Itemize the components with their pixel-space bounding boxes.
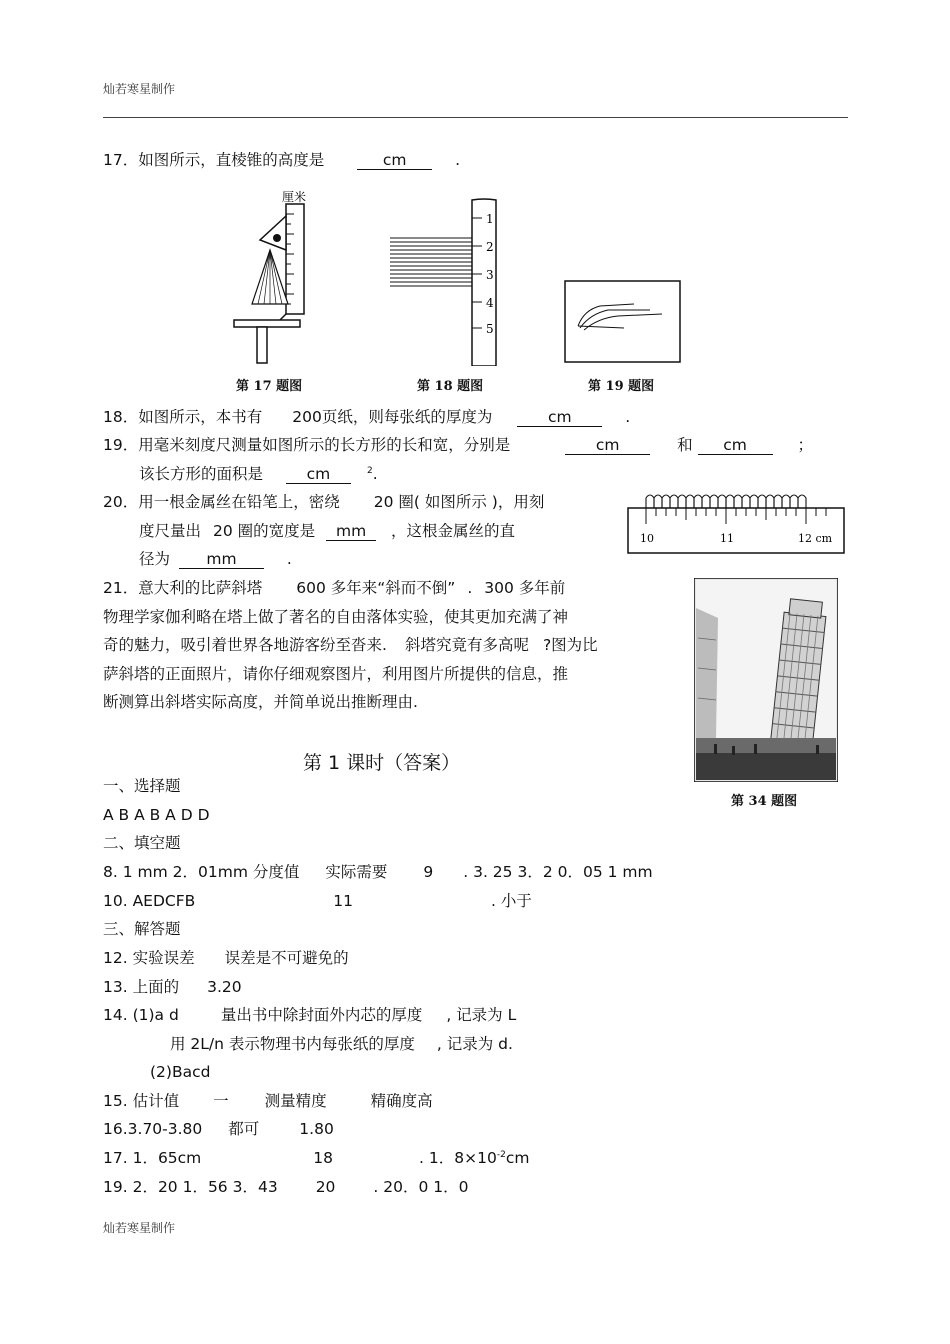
answer-14-line-2 [170, 1037, 513, 1053]
a16-part3: 1.80 [299, 1120, 334, 1138]
q18-pages: 200 [292, 408, 322, 426]
q19-unit-2: cm [723, 436, 747, 454]
a12-part2: 误差是不可避免的 [224, 949, 349, 967]
figure-20-coil-ruler [626, 490, 848, 574]
q18-end: . [625, 408, 631, 426]
coil-loop [646, 495, 654, 508]
question-19 [103, 438, 813, 455]
a10-part2: 11 [333, 892, 354, 910]
q21-line1b: 600 多年来“斜而不倒” [296, 579, 456, 597]
a12-part1: 12. 实验误差 [103, 949, 195, 967]
question-20-line-1 [103, 495, 544, 511]
question-21-line-5: 断测算出斜塔实际高度，并简单说出推断理由. [103, 693, 418, 711]
q21-line1a: 21．意大利的比萨斜塔 [103, 579, 263, 597]
a19-part2: 20 [315, 1178, 336, 1196]
answer-12 [103, 951, 349, 967]
coil-loop [798, 495, 806, 508]
question-19-line-2 [139, 467, 378, 484]
question-21-line-4: 萨斜塔的正面照片，请你仔细观察图片，利用图片所提供的信息，推 [103, 665, 569, 683]
q19-and: 和 [677, 436, 693, 454]
q18-unit: cm [547, 408, 572, 426]
a13-part2: 3.20 [207, 978, 242, 996]
header-rule [103, 117, 848, 118]
page-header: 灿若寒星制作 [103, 82, 176, 96]
page-footer: 灿若寒星制作 [103, 1221, 176, 1235]
answers-title: 第 1 课时（答案） [303, 752, 461, 774]
coil-loop [702, 495, 710, 508]
coil-loop [774, 495, 782, 508]
q20-end: . [286, 550, 292, 568]
a17-sup: -2 [496, 1150, 506, 1160]
a14b-part1: 用 2L/n 表示物理书内每张纸的厚度 [170, 1035, 415, 1053]
coil-loop [654, 495, 662, 508]
a8-part1: 8. 1 mm 2．01mm 分度值 [103, 863, 300, 881]
coil-loop [782, 495, 790, 508]
q18-blank [517, 410, 602, 427]
answer-17 [103, 1151, 529, 1167]
question-21-line-3 [103, 638, 598, 654]
q20-unit-1: mm [336, 522, 367, 540]
a10-part1: 10. AEDCFB [103, 892, 196, 910]
question-21-line-1 [103, 581, 565, 597]
q20-line3: 径为 [139, 550, 171, 568]
q17-end: . [455, 151, 461, 169]
q20-line1a: 20．用一根金属丝在铅笔上，密绕 [103, 493, 340, 511]
a14-part1: 14. (1)a d [103, 1006, 179, 1024]
a15-part3: 测量精度 [264, 1092, 327, 1110]
fig18-tick-2: 2 [486, 240, 494, 254]
coil-loop [710, 495, 718, 508]
q21-line3a: 奇的魅力，吸引着世界各地游客纷至沓来. [103, 636, 387, 654]
a8-part4: . 3. 25 3．2 0．05 1 mm [463, 863, 653, 881]
q17-blank [357, 153, 432, 170]
coil-loop [662, 495, 670, 508]
a19-part3: . 20．0 1．0 [373, 1178, 469, 1196]
answer-choices: A B A B A D D [103, 806, 210, 824]
fig20-tick-12: 12 cm [798, 532, 833, 545]
q20-unit-2: mm [206, 550, 237, 568]
fig18-tick-5: 5 [486, 322, 494, 336]
figure-19-caption: 第 19 题图 [588, 379, 655, 394]
q18-text: 18．如图所示，本书有 [103, 408, 263, 426]
a17-part2: 18 [313, 1149, 334, 1167]
question-20-line-3 [139, 552, 292, 569]
a10-part3: . 小于 [491, 892, 532, 910]
answer-14-line-3: (2)Bacd [150, 1063, 211, 1081]
a15-part4: 精确度高 [370, 1092, 433, 1110]
a17-part3: . 1．8×10 [419, 1149, 497, 1167]
q21-line3b: 斜塔究竟有多高呢 [404, 636, 529, 654]
q20-blank-1 [326, 524, 376, 541]
q19-blank-3 [286, 467, 351, 484]
a17-part1: 17. 1．65cm [103, 1149, 202, 1167]
coil-loop [678, 495, 686, 508]
figure-17-caption: 第 17 题图 [236, 379, 303, 394]
fig17-ruler-label: 厘米 [282, 190, 307, 204]
q19-end: ； [797, 436, 814, 454]
a15-part1: 15. 估计值 [103, 1092, 180, 1110]
fig18-tick-4: 4 [486, 296, 494, 310]
section-answer-heading: 三、解答题 [103, 920, 181, 938]
coil-loop [726, 495, 734, 508]
q21-line3c: ?图为比 [542, 636, 598, 654]
figure-34-leaning-tower-photo [694, 578, 838, 782]
question-18 [103, 410, 630, 427]
answer-15 [103, 1094, 433, 1110]
q17-text: 17．如图所示，直棱锥的高度是 [103, 151, 325, 169]
a14-part3: , 记录为 L [446, 1006, 517, 1024]
answer-8 [103, 865, 653, 881]
question-17 [103, 153, 460, 170]
section-choice-heading: 一、选择题 [103, 777, 181, 795]
a14-part2: 量出书中除封面外内芯的厚度 [220, 1006, 423, 1024]
figure-19-rectangle [564, 280, 682, 364]
q20-line2b: 20 圈的宽度是 [213, 522, 316, 540]
q19-line2: 该长方形的面积是 [139, 465, 264, 483]
coil-loop [750, 495, 758, 508]
a8-part3: 9 [423, 863, 434, 881]
fig20-tick-11: 11 [720, 532, 734, 545]
question-21-line-2: 物理学家伽利略在塔上做了著名的自由落体实验，使其更加充满了神 [103, 608, 569, 626]
a17-part4: cm [505, 1149, 530, 1167]
fig18-tick-1: 1 [486, 212, 494, 226]
coil-loop [734, 495, 742, 508]
q20-line2c: ，这根金属丝的直 [391, 522, 516, 540]
coil-loop [718, 495, 726, 508]
q19-blank-2 [698, 438, 773, 455]
q21-line1c: . [467, 579, 473, 597]
q20-line2a: 度尺量出 [139, 522, 202, 540]
coil-loop [758, 495, 766, 508]
q19-end2: . [372, 465, 378, 483]
q19-sup: 2 [366, 466, 373, 476]
coil-loop [694, 495, 702, 508]
coil-loop [670, 495, 678, 508]
a16-part1: 16.3.70-3.80 [103, 1120, 203, 1138]
figure-17-pyramid-ruler [230, 188, 310, 366]
answer-10 [103, 894, 532, 910]
a15-part2: 一 [213, 1092, 229, 1110]
coil-loop [766, 495, 774, 508]
q18-rest: 页纸，则每张纸的厚度为 [321, 408, 493, 426]
q17-unit: cm [382, 151, 407, 169]
answer-14-line-1 [103, 1008, 516, 1024]
figure-18-paper-stack-ruler [388, 198, 516, 366]
fig18-tick-3: 3 [486, 268, 494, 282]
a19-part1: 19. 2．20 1．56 3．43 [103, 1178, 278, 1196]
q19-unit-1: cm [595, 436, 620, 454]
coil-loop [790, 495, 798, 508]
q20-blank-2 [179, 552, 264, 569]
fig20-tick-10: 10 [640, 532, 654, 545]
figure-18-caption: 第 18 题图 [417, 379, 484, 394]
a13-part1: 13. 上面的 [103, 978, 180, 996]
q19-text: 19．用毫米刻度尺测量如图所示的长方形的长和宽，分别是 [103, 436, 511, 454]
question-20-line-2 [139, 524, 515, 541]
a16-part2: 都可 [228, 1120, 260, 1138]
answer-16 [103, 1122, 334, 1138]
answer-19 [103, 1180, 469, 1196]
q21-line1d: 300 多年前 [484, 579, 566, 597]
answer-13 [103, 980, 242, 996]
q20-line1b: 20 圈( 如图所示 )，用刻 [373, 493, 545, 511]
a14b-part2: , 记录为 d. [436, 1035, 513, 1053]
coil-loop [742, 495, 750, 508]
section-fill-heading: 二、填空题 [103, 834, 181, 852]
q19-blank-1 [565, 438, 650, 455]
figure-34-caption: 第 34 题图 [731, 794, 798, 809]
q19-unit-3: cm [306, 465, 331, 483]
coil-loop [686, 495, 694, 508]
a8-part2: 实际需要 [325, 863, 388, 881]
